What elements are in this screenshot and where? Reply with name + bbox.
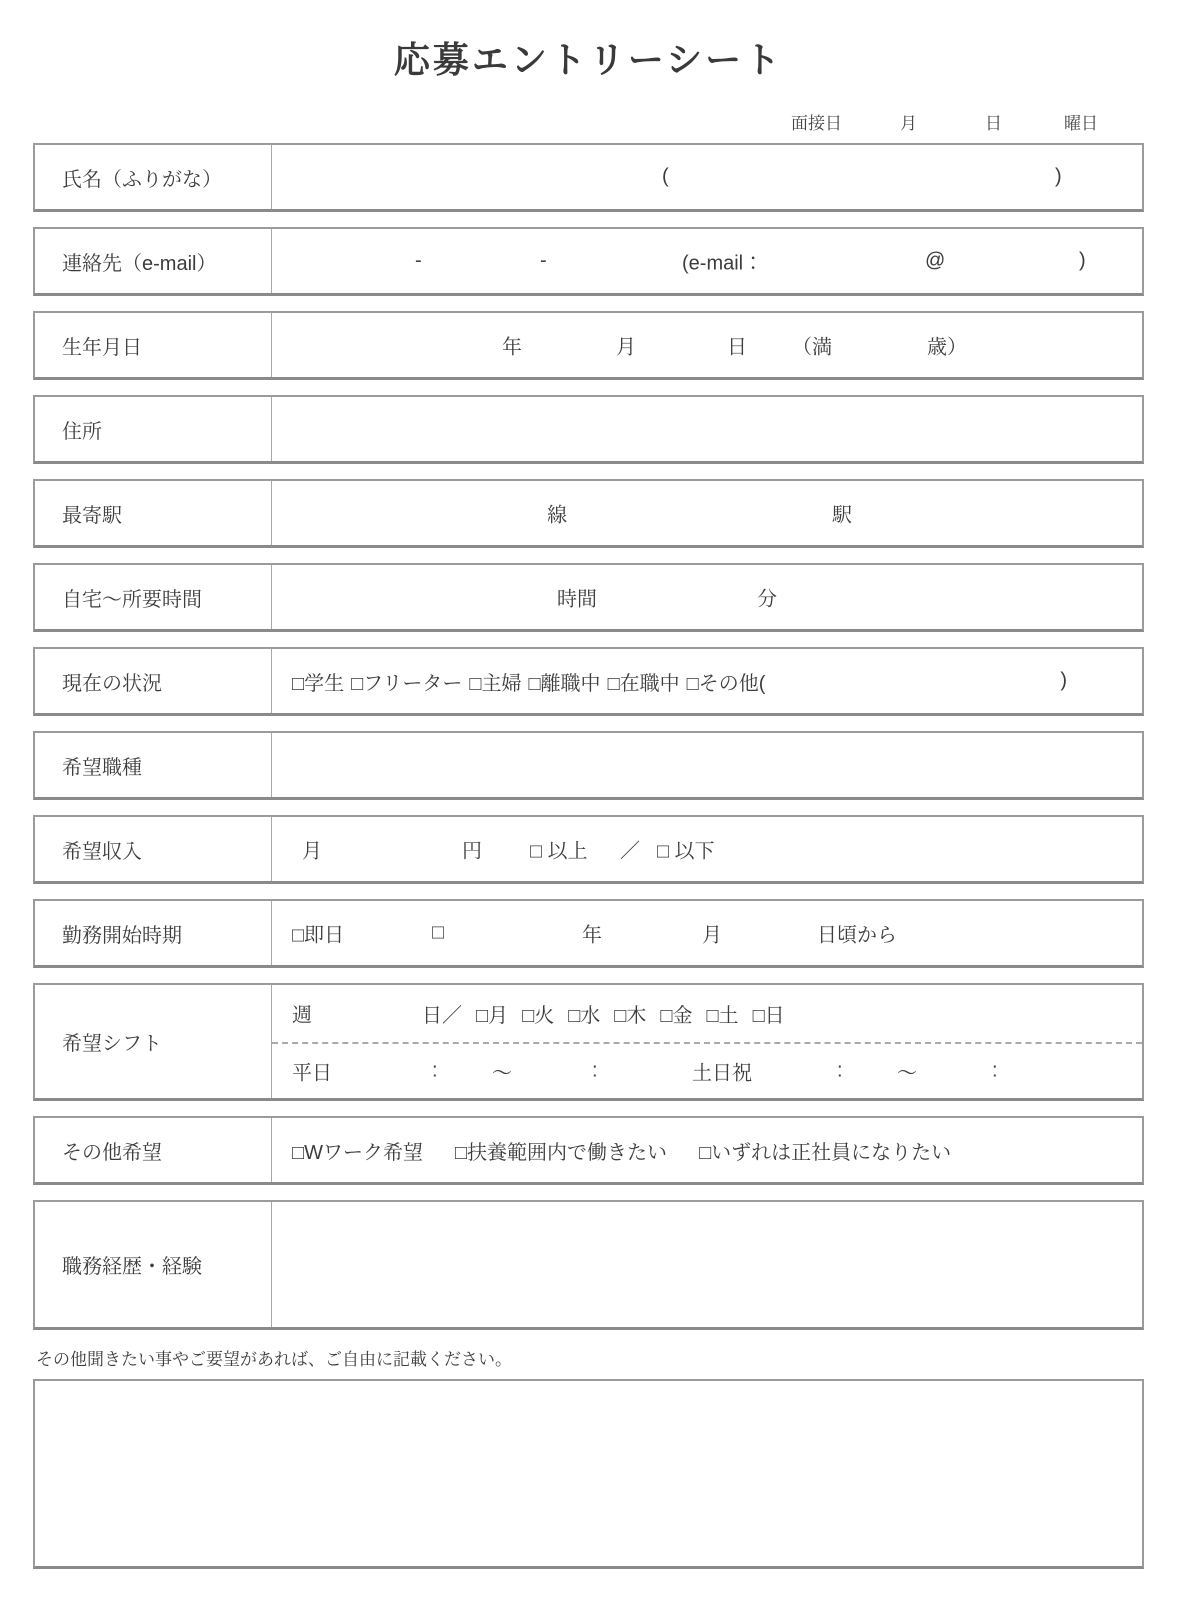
weekend-tilde: ～ — [897, 1062, 917, 1085]
shift-day-options — [422, 985, 799, 1042]
start-date-field[interactable] — [272, 901, 1142, 965]
other-requests-field[interactable] — [272, 1118, 1142, 1182]
email-paren-close: ) — [1079, 249, 1086, 272]
checkbox-option-start-date[interactable]: □ — [432, 921, 445, 944]
checkbox-option-sunday[interactable]: □日 — [752, 1004, 785, 1027]
start-from-label: 日頃から — [817, 924, 897, 947]
row-work-history-label: 職務経歴・経験 — [35, 1202, 272, 1327]
income-slash: ／ — [620, 840, 640, 863]
row-nearest-station — [33, 479, 1144, 548]
row-address — [33, 395, 1144, 464]
shift-days-prefix: 日／ — [422, 1004, 462, 1027]
email-open: (e-mail： — [682, 252, 764, 275]
row-current-status — [33, 647, 1144, 716]
nearest-station-field[interactable] — [272, 481, 1142, 545]
checkbox-option-saturday[interactable]: □土 — [706, 1004, 739, 1027]
checkbox-option-monday[interactable]: □月 — [476, 1004, 509, 1027]
station-label: 駅 — [832, 504, 852, 527]
checkbox-option-employed[interactable]: □在職中 — [607, 672, 680, 695]
birthdate-field[interactable] — [272, 313, 1142, 377]
phone-dash1: - — [415, 249, 422, 272]
start-month-label: 月 — [702, 924, 722, 947]
row-work-history — [33, 1200, 1144, 1330]
row-name-label: 氏名（ふりがな） — [35, 145, 272, 209]
checkbox-option-income-max[interactable]: □ 以下 — [657, 840, 715, 863]
checkbox-option-income-min[interactable]: □ 以上 — [530, 840, 588, 863]
row-name — [33, 143, 1144, 212]
address-field[interactable] — [272, 397, 1142, 461]
checkbox-option-housewife[interactable]: □主婦 — [469, 672, 522, 695]
checkbox-option-fulltime-future[interactable]: □いずれは正社員になりたい — [699, 1141, 952, 1164]
row-desired-income — [33, 815, 1144, 884]
row-contact-label: 連絡先（e-mail） — [35, 229, 272, 293]
checkbox-option-freeter[interactable]: □フリーター — [351, 672, 463, 695]
checkbox-option-double-work[interactable]: □Wワーク希望 — [292, 1141, 423, 1164]
age-open-label: （満 — [792, 336, 832, 359]
checkbox-option-thursday[interactable]: □木 — [614, 1004, 647, 1027]
row-other-requests — [33, 1116, 1144, 1185]
row-other-requests-label: その他希望 — [35, 1118, 272, 1182]
phone-dash2: - — [540, 249, 547, 272]
row-commute-time — [33, 563, 1144, 632]
furigana-paren-close: ) — [1055, 165, 1062, 188]
work-history-field[interactable] — [272, 1202, 1142, 1327]
shift-week-label: 週 — [292, 1004, 312, 1027]
row-desired-income-label: 希望収入 — [35, 817, 272, 881]
row-start-date — [33, 899, 1144, 968]
age-close-label: 歳） — [927, 336, 967, 359]
birth-month-label: 月 — [616, 336, 636, 359]
current-status-options — [292, 649, 1142, 713]
weekday-end-colon: : — [592, 1059, 598, 1082]
furigana-paren-open: ( — [662, 165, 669, 188]
row-birthdate — [33, 311, 1144, 380]
row-desired-shift — [33, 983, 1144, 1101]
checkbox-option-student[interactable]: □学生 — [292, 672, 345, 695]
free-comment-field[interactable] — [33, 1379, 1144, 1569]
row-desired-job — [33, 731, 1144, 800]
row-contact — [33, 227, 1144, 296]
checkbox-option-friday[interactable]: □金 — [660, 1004, 693, 1027]
page-title: 応募エントリーシート — [393, 39, 784, 80]
commute-time-field[interactable] — [272, 565, 1142, 629]
weekday-hours-label: 平日 — [292, 1062, 332, 1085]
interview-day-label: 日 — [985, 114, 1002, 133]
weekend-hours-label: 土日祝 — [692, 1062, 752, 1085]
row-nearest-station-label: 最寄駅 — [35, 481, 272, 545]
row-desired-shift-label: 希望シフト — [35, 985, 272, 1098]
name-field[interactable] — [272, 145, 1142, 209]
shift-days-line — [272, 985, 1142, 1042]
row-commute-time-label: 自宅～所要時間 — [35, 565, 272, 629]
row-current-status-label: 現在の状況 — [35, 649, 272, 713]
checkbox-option-other[interactable]: □その他( — [686, 672, 766, 695]
interview-date-label: 面接日 — [791, 114, 842, 133]
income-yen-label: 円 — [462, 840, 482, 863]
desired-income-field[interactable] — [272, 817, 1142, 881]
free-comment-note: その他聞きたい事やご要望があれば、ご自由に記載ください。 — [36, 1350, 512, 1369]
checkbox-option-wednesday[interactable]: □水 — [568, 1004, 601, 1027]
weekday-tilde: ～ — [492, 1062, 512, 1085]
income-month-label: 月 — [302, 840, 322, 863]
checkbox-option-dependent-range[interactable]: □扶養範囲内で働きたい — [454, 1141, 668, 1164]
commute-hours-label: 時間 — [557, 588, 597, 611]
interview-date-line — [33, 109, 1144, 134]
other-paren-close: ) — [1060, 669, 1067, 692]
desired-shift-field[interactable] — [272, 985, 1142, 1098]
other-requests-options — [292, 1118, 1142, 1182]
row-birthdate-label: 生年月日 — [35, 313, 272, 377]
contact-field[interactable] — [272, 229, 1142, 293]
shift-hours-line — [272, 1042, 1142, 1099]
current-status-field[interactable] — [272, 649, 1142, 713]
desired-job-field[interactable] — [272, 733, 1142, 797]
row-address-label: 住所 — [35, 397, 272, 461]
checkbox-option-tuesday[interactable]: □火 — [522, 1004, 555, 1027]
weekday-start-colon: : — [432, 1059, 438, 1082]
birth-year-label: 年 — [502, 336, 522, 359]
start-year-label: 年 — [582, 924, 602, 947]
row-desired-job-label: 希望職種 — [35, 733, 272, 797]
interview-month-label: 月 — [900, 114, 917, 133]
interview-weekday-label: 曜日 — [1064, 114, 1098, 133]
birth-day-label: 日 — [727, 336, 747, 359]
checkbox-option-unemployed[interactable]: □離職中 — [528, 672, 601, 695]
weekend-end-colon: : — [992, 1059, 998, 1082]
train-line-label: 線 — [547, 504, 567, 527]
weekend-start-colon: : — [837, 1059, 843, 1082]
email-at-sign: @ — [925, 249, 946, 272]
row-start-date-label: 勤務開始時期 — [35, 901, 272, 965]
commute-minutes-label: 分 — [757, 588, 777, 611]
checkbox-option-immediate[interactable]: □即日 — [292, 924, 345, 947]
